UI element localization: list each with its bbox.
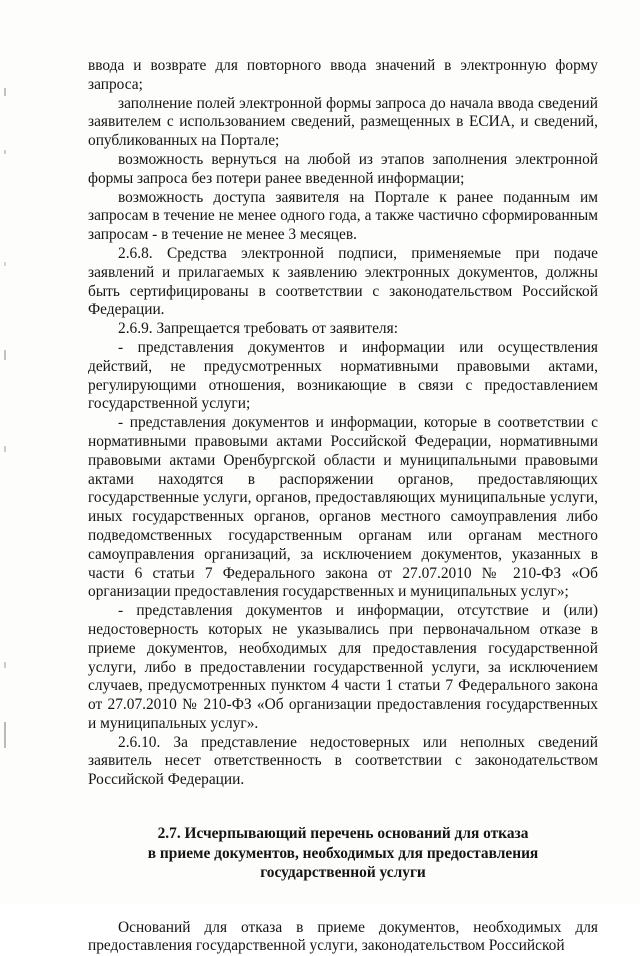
paragraph-form-autofill: заполнение полей электронной формы запроса до начала ввода сведений заявителем с использованием сведений, размещенных в ЕСИА, и сведений, опубликованных на Портале; — [88, 94, 598, 150]
paragraph-no-grounds-for-refusal: Оснований для отказа в приеме документов, необходимых для предоставления государственной услуги, законодательством Российской — [88, 918, 598, 955]
document-body — [88, 57, 598, 956]
list-item-documents-held-by-agencies: - представления документов и информации, которые в соответствии с нормативными правовыми актами Российской Федерации, нормативными правовыми актами Оренбургской области и муниципальными правовыми актами находятся в распоряжении органов, предоставляющих государственные услуги, органов, предоставляющих муниципальные услуги, иных государственных органов, органов местного самоуправления либо подведомственных государственным органам или органам местного самоуправления организаций, за исключением документов, указанных в части 6 статьи 7 Федерального закона от 27.07.2010 № 210-ФЗ «Об организации предоставления государственных и муниципальных услуг»; — [88, 414, 598, 601]
paragraph-return-to-step: возможность вернуться на любой из этапов заполнения электронной формы запроса без потери ранее введенной информации; — [88, 150, 598, 187]
section-heading-2-7 — [88, 824, 598, 883]
heading-line-3: государственной услуги — [260, 864, 426, 882]
paragraph-2-6-9: 2.6.9. Запрещается требовать от заявителя: — [118, 320, 398, 338]
heading-line-1: 2.7. Исчерпывающий перечень оснований для отказа — [157, 825, 529, 843]
heading-line-2: в приеме документов, необходимых для предоставления — [147, 844, 539, 862]
paragraph-2-6-10: 2.6.10. За представление недостоверных или неполных сведений заявитель несет ответственность в соответствии с законодательством Российской Федерации. — [88, 733, 598, 789]
scan-margin-marks — [2, 0, 10, 905]
paragraph-2-6-8: 2.6.8. Средства электронной подписи, применяемые при подаче заявлений и прилагаемых к заявлению электронных документов, должны быть сертифицированы в соответствии с законодательством Российской Федерации. — [88, 244, 598, 319]
paragraph-form-entry-return: ввода и возврате для повторного ввода значений в электронную форму запроса; — [88, 57, 598, 93]
list-item-missing-documents: - представления документов и информации, отсутствие и (или) недостоверность которых не указывались при первоначальном отказе в приеме документов, необходимых для предоставления государственной услуги, либо в предоставлении государственной услуги, за исключением случаев, предусмотренных пунктом 4 части 1 статьи 7 Федерального закона от 27.07.2010 № 210-ФЗ «Об организации предоставления государственных и муниципальных услуг». — [88, 602, 598, 732]
list-item-not-required-documents: - представления документов и информации или осуществления действий, не предусмотренных нормативными правовыми актами, регулирующими отношения, возникающие в связи с предоставлением государственной услуги; — [88, 338, 598, 413]
paragraph-access-previous-requests: возможность доступа заявителя на Портале к ранее поданным им запросам в течение не менее одного года, а также частично сформированным запросам - в течение не менее 3 месяцев. — [88, 188, 598, 244]
spacer — [88, 883, 598, 919]
